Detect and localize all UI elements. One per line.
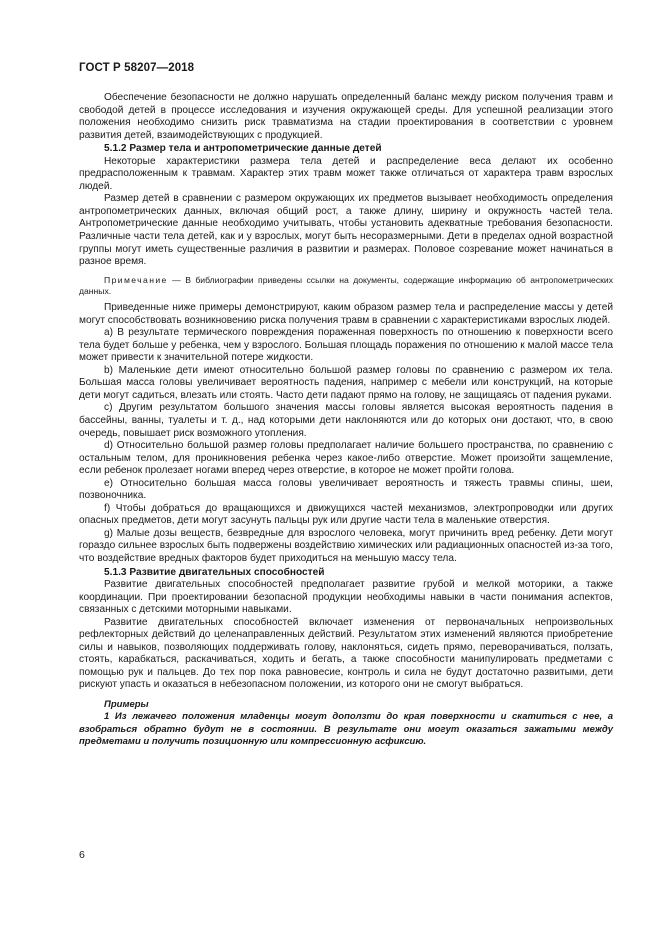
- document-header: ГОСТ Р 58207—2018: [79, 62, 195, 74]
- list-item: a) В результате термического повреждения пораженная поверхность по отношению к поверхности всего тела будет больше у ребенка, чем у взрослого. Большая площадь поражения по отношению к малой массе тела может привести к значительной потере жидкости.: [79, 327, 613, 364]
- list-item: f) Чтобы добраться до вращающихся и движущихся частей механизмов, электропроводки или других опасных предметов, дети могут засунуть пальцы рук или другие части тела в маленькие отверстия.: [79, 502, 613, 527]
- paragraph: Приведенные ниже примеры демонстрируют, каким образом размер тела и распределение массы у детей могут способствовать возникновению риска получения травм в сравнении с характеристиками взрослых людей.: [79, 302, 613, 326]
- section-heading: 5.1.2 Размер тела и антропометрические данные детей: [104, 143, 382, 155]
- document-body: [79, 92, 613, 748]
- paragraph: Некоторые характеристики размера тела детей и распределение веса делают их особенно предрасположенным к травмам. Характер этих травм может также отличаться от характера травм взрослых людей.: [79, 155, 613, 192]
- list-item: e) Относительно большая масса головы увеличивает вероятность и тяжесть травмы спины, шеи, позвоночника.: [79, 477, 613, 502]
- page-number: 6: [79, 849, 85, 861]
- example-text: 1 Из лежачего положения младенцы могут доползти до края поверхности и скатиться с нее, а взобраться обратно будут не в состоянии. В результате они могут оказаться зажатыми между предметами и получить позиционную или компрессионную асфиксию.: [79, 711, 613, 747]
- examples-title: Примеры: [104, 699, 149, 711]
- paragraph: Развитие двигательных способностей включает изменения от первоначальных непроизвольных рефлекторных действий до целенаправленных действий. Результатом этих изменений являются приобретение силы и навыков, позволяющих поддерживать голову, наклоняться, сидеть прямо, переворачиваться, ползать, стоять, карабкаться, раскачиваться, ходить и бегать, а также способности манипулировать предметами с помощью рук и пальцев. До тех пор пока равновесие, контроль и сила не будут достаточно развитыми, дети рискуют упасть и оказаться в небезопасном положении, из которого они не смогут выбраться.: [79, 616, 613, 691]
- list-item: d) Относительно большой размер головы предполагает наличие большего пространства, по сравнению с остальным телом, для проникновения ребенка через какое-либо отверстие. Может произойти защемление, если ребенок пролезает ногами вперед через отверстие, в которое не может пройти голова.: [79, 440, 613, 477]
- section-heading: 5.1.3 Развитие двигательных способностей: [104, 566, 325, 578]
- paragraph: Развитие двигательных способностей предполагает развитие грубой и мелкой моторики, а также координации. При проектировании безопасной продукции необходимы навыки в части понимания аспектов, связанных с детскими моторными навыками.: [79, 579, 613, 616]
- note-dash: —: [167, 274, 186, 285]
- paragraph: Обеспечение безопасности не должно нарушать определенный баланс между риском получения травм и свободой детей в процессе исследования и изучения окружающей среды. Для успешной реализации этого положения необходимо снизить риск травматизма на стадии проектирования в соответствии с уровнем развития детей, взаимодействующих с продукцией.: [79, 92, 613, 141]
- note-text: В библиографии приведены ссылки на документы, содержащие информацию об антропометрических данных.: [79, 274, 613, 296]
- paragraph: Размер детей в сравнении с размером окружающих их предметов вызывает необходимость определения антропометрических данных, включая общий рост, а также длину, ширину и окружность частей тела. Антропометрические данные необходимо учитывать, чтобы установить адекватные требования безопасности. Различные части тела детей, как и у взрослых, могут быть несоразмерными. Дети в пределах одной возрастной группы могут иметь существенные различия в развитии и размерах. Половое созревание может начинаться в разное время.: [79, 193, 613, 268]
- note: [79, 275, 613, 297]
- list-item: g) Малые дозы веществ, безвредные для взрослого человека, могут причинить вред ребенку. Дети могут гораздо сильнее взрослых быть подвержены воздействию химических или радиационных опасностей из-за того, что воздействие вредных факторов будет приходиться на меньшую массу тела.: [79, 527, 613, 564]
- list-item: c) Другим результатом большого значения массы головы является высокая вероятность падения в бассейны, ванны, туалеты и т. д., над которыми дети наклоняются или до которых они достают, что, в свою очередь, повышает риск возможного утопления.: [79, 402, 613, 439]
- note-label: Примечание: [104, 274, 168, 285]
- list-item: b) Маленькие дети имеют относительно большой размер головы по сравнению с размером их тела. Большая масса головы увеличивает вероятность падения, например с мебели или конструкций, на которые дети могут садиться, влезать или стоять. Часто дети падают прямо на голову, не защищаясь от падения руками.: [79, 364, 613, 401]
